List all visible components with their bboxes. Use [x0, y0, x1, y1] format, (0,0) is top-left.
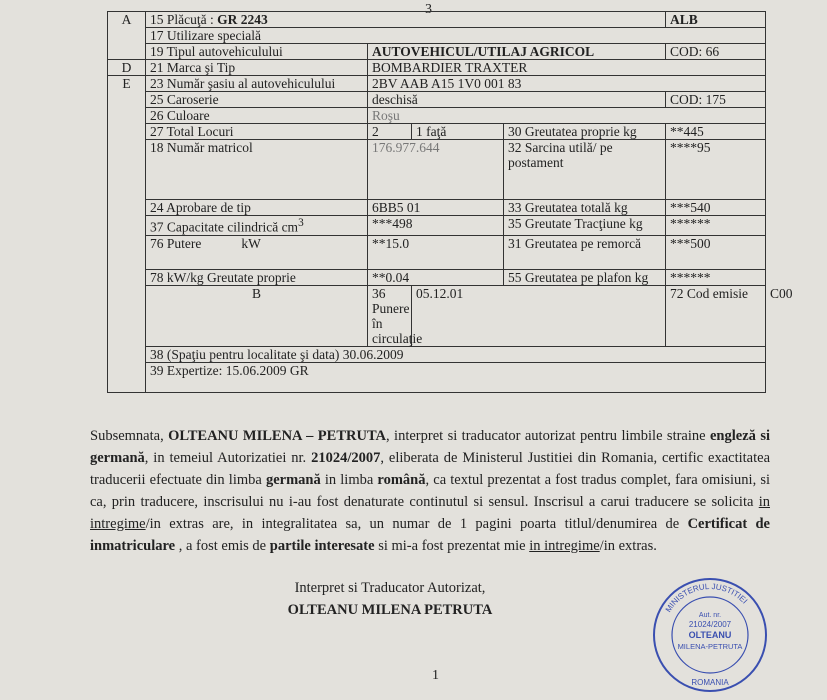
table-row [108, 140, 766, 200]
stamp-name2: MILENA-PETRUTA [677, 642, 743, 651]
table-row [108, 44, 766, 60]
table-row [108, 60, 766, 76]
section-d: D [108, 60, 146, 76]
make-value: BOMBARDIER TRAXTER [368, 60, 766, 76]
reg-number-value: 176.977.644 [368, 140, 504, 200]
total-weight-label: 33 Greutatea totală kg [504, 200, 666, 216]
table-row: B 36 Punere în circulaţie 05.12.01 72 Cod emisie C00 [108, 285, 766, 346]
stamp-number: 21024/2007 [688, 620, 732, 629]
table-row [108, 92, 766, 108]
trailer-weight-label: 31 Greutatea pe remorcă [504, 235, 666, 269]
expertise: 39 Expertize: 15.06.2009 GR [146, 362, 766, 392]
body-code: COD: 175 [666, 92, 766, 108]
table-row [108, 12, 766, 28]
power-weight-value: **0.04 [368, 269, 504, 285]
capacity-label: 37 Capacitate cilindrică cm [150, 219, 299, 235]
power-weight-label: 78 kW/kg Greutate proprie [146, 269, 368, 285]
body-value: deschisă [368, 92, 666, 108]
table-row [108, 124, 766, 140]
traction-weight-label: 35 Greutate Tracţiune kg [504, 216, 666, 236]
color-label: 26 Culoare [146, 108, 368, 124]
payload-value: ****95 [666, 140, 766, 200]
vin-value: 2BV AAB A15 1V0 001 83 [368, 76, 766, 92]
in-full-2: in intregime [529, 538, 600, 554]
make-label: 21 Marca şi Tip [146, 60, 368, 76]
seats-label: 27 Total Locuri [146, 124, 368, 140]
official-stamp [650, 575, 770, 695]
translator-name: OLTEANU MILENA – PETRUTA [168, 428, 387, 444]
authorization-number: 21024/2007 [311, 450, 381, 466]
section-a: A [108, 12, 146, 60]
registration-table [107, 11, 793, 393]
page-number-bottom: 1 [432, 668, 439, 683]
cert-text-7: /in extras are, in integralitatea sa, un numar de 1 pagini poarta titlul/denumirea de [145, 516, 688, 532]
trailer-weight-value: ***500 [666, 235, 766, 269]
capacity-value: ***498 [368, 216, 504, 236]
table-row [108, 235, 766, 269]
place-date: 38 (Spaţiu pentru localitate şi data) 30.06.2009 [146, 346, 766, 362]
vehicle-type-label: 19 Tipul autovehiculului [146, 44, 368, 60]
capacity-sup: 3 [298, 217, 304, 229]
special-use-label: 17 Utilizare specială [146, 28, 766, 44]
table-row [108, 216, 766, 236]
cert-text-1: Subsemnata, [90, 428, 169, 444]
stamp-country: ROMANIA [691, 678, 729, 687]
vehicle-type-value: AUTOVEHICUL/UTILAJ AGRICOL [368, 44, 666, 60]
table-row [108, 362, 766, 392]
traction-weight-value: ****** [666, 216, 766, 236]
own-weight-label: 30 Greutatea proprie kg [504, 124, 666, 140]
table-row [108, 28, 766, 44]
cert-text-3: , in temeiul Autorizatiei nr. [144, 450, 312, 466]
own-weight-value: **445 [666, 124, 766, 140]
source-language: germană [265, 472, 321, 488]
cert-text-8: , a fost emis de [175, 538, 270, 554]
table-row [108, 108, 766, 124]
signer-name: OLTEANU MILENA PETRUTA [287, 602, 493, 618]
plate-value: GR 2243 [217, 12, 268, 27]
total-weight-value: ***540 [666, 200, 766, 216]
seats-value: 2 [368, 124, 412, 140]
stamp-auth: Aut. nr. [698, 612, 722, 619]
vehicle-type-code: COD: 66 [666, 44, 766, 60]
table-row [108, 200, 766, 216]
in-full-1: in intregime [90, 494, 770, 532]
stamp-ring-text: MINISTERUL JUSTITIEI [663, 581, 750, 614]
table-row [108, 269, 766, 285]
type-approval-label: 24 Aprobare de tip [146, 200, 368, 216]
power-cell [146, 235, 368, 269]
roof-weight-label: 55 Greutatea pe plafon kg [504, 269, 666, 285]
roof-weight-value: ****** [666, 269, 766, 285]
color-value: Roşu [368, 108, 766, 124]
stamp-name1: OLTEANU [688, 630, 732, 640]
seats-front: 1 faţă [412, 124, 504, 140]
page-number-top: 3 [425, 2, 432, 17]
power-label: 76 Putere [150, 235, 202, 251]
first-registration-value: 05.12.01 [412, 285, 666, 346]
section-b: B [146, 285, 368, 346]
plate-label: 15 Plăcuţă : [150, 12, 218, 27]
languages: engleză si germană [90, 428, 770, 466]
plate-color: ALB [666, 12, 766, 28]
section-e: E [108, 76, 146, 393]
document-title: Certificat de inmatriculare [90, 516, 770, 554]
vin-label: 23 Număr şasiu al autovehiculului [146, 76, 368, 92]
power-value: **15.0 [368, 235, 504, 269]
power-unit: kW [241, 235, 261, 251]
body-label: 25 Caroserie [146, 92, 368, 108]
cert-text-10: /in extras. [599, 538, 657, 554]
signer-role: Interpret si Traducator Autorizat, [294, 580, 486, 596]
cert-text-4: , eliberata de Ministerul Justitiei din Romania, certific exactitatea traducerii efectuate din limba [90, 450, 771, 488]
plate-cell [146, 12, 666, 28]
signature-block [230, 577, 550, 621]
target-language: română [377, 472, 426, 488]
issuer: partile interesate [269, 538, 375, 554]
certification-text [90, 425, 770, 557]
cert-text-9: si mi-a fost prezentat mie [374, 538, 530, 554]
reg-number-label: 18 Număr matricol [146, 140, 368, 200]
first-registration-label: 36 Punere în circulaţie [368, 285, 412, 346]
cert-text-5: in limba [320, 472, 378, 488]
capacity-cell [146, 216, 368, 236]
cert-text-2: , interpret si traducator autorizat pentru limbile straine [386, 428, 710, 444]
table-row [108, 346, 766, 362]
payload-label: 32 Sarcina utilă/ pe postament [504, 140, 666, 200]
cert-text-6: , ca textul prezentat a fost tradus complet, fara omisiuni, si ca, prin traducere, inscrisului nu i-au fost denaturate continutul si sensul. Inscrisul a carui traducere se solicita [90, 472, 770, 510]
type-approval-value: 6BB5 01 [368, 200, 504, 216]
table-row [108, 76, 766, 92]
emission-code-label: 72 Cod emisie [666, 285, 766, 346]
